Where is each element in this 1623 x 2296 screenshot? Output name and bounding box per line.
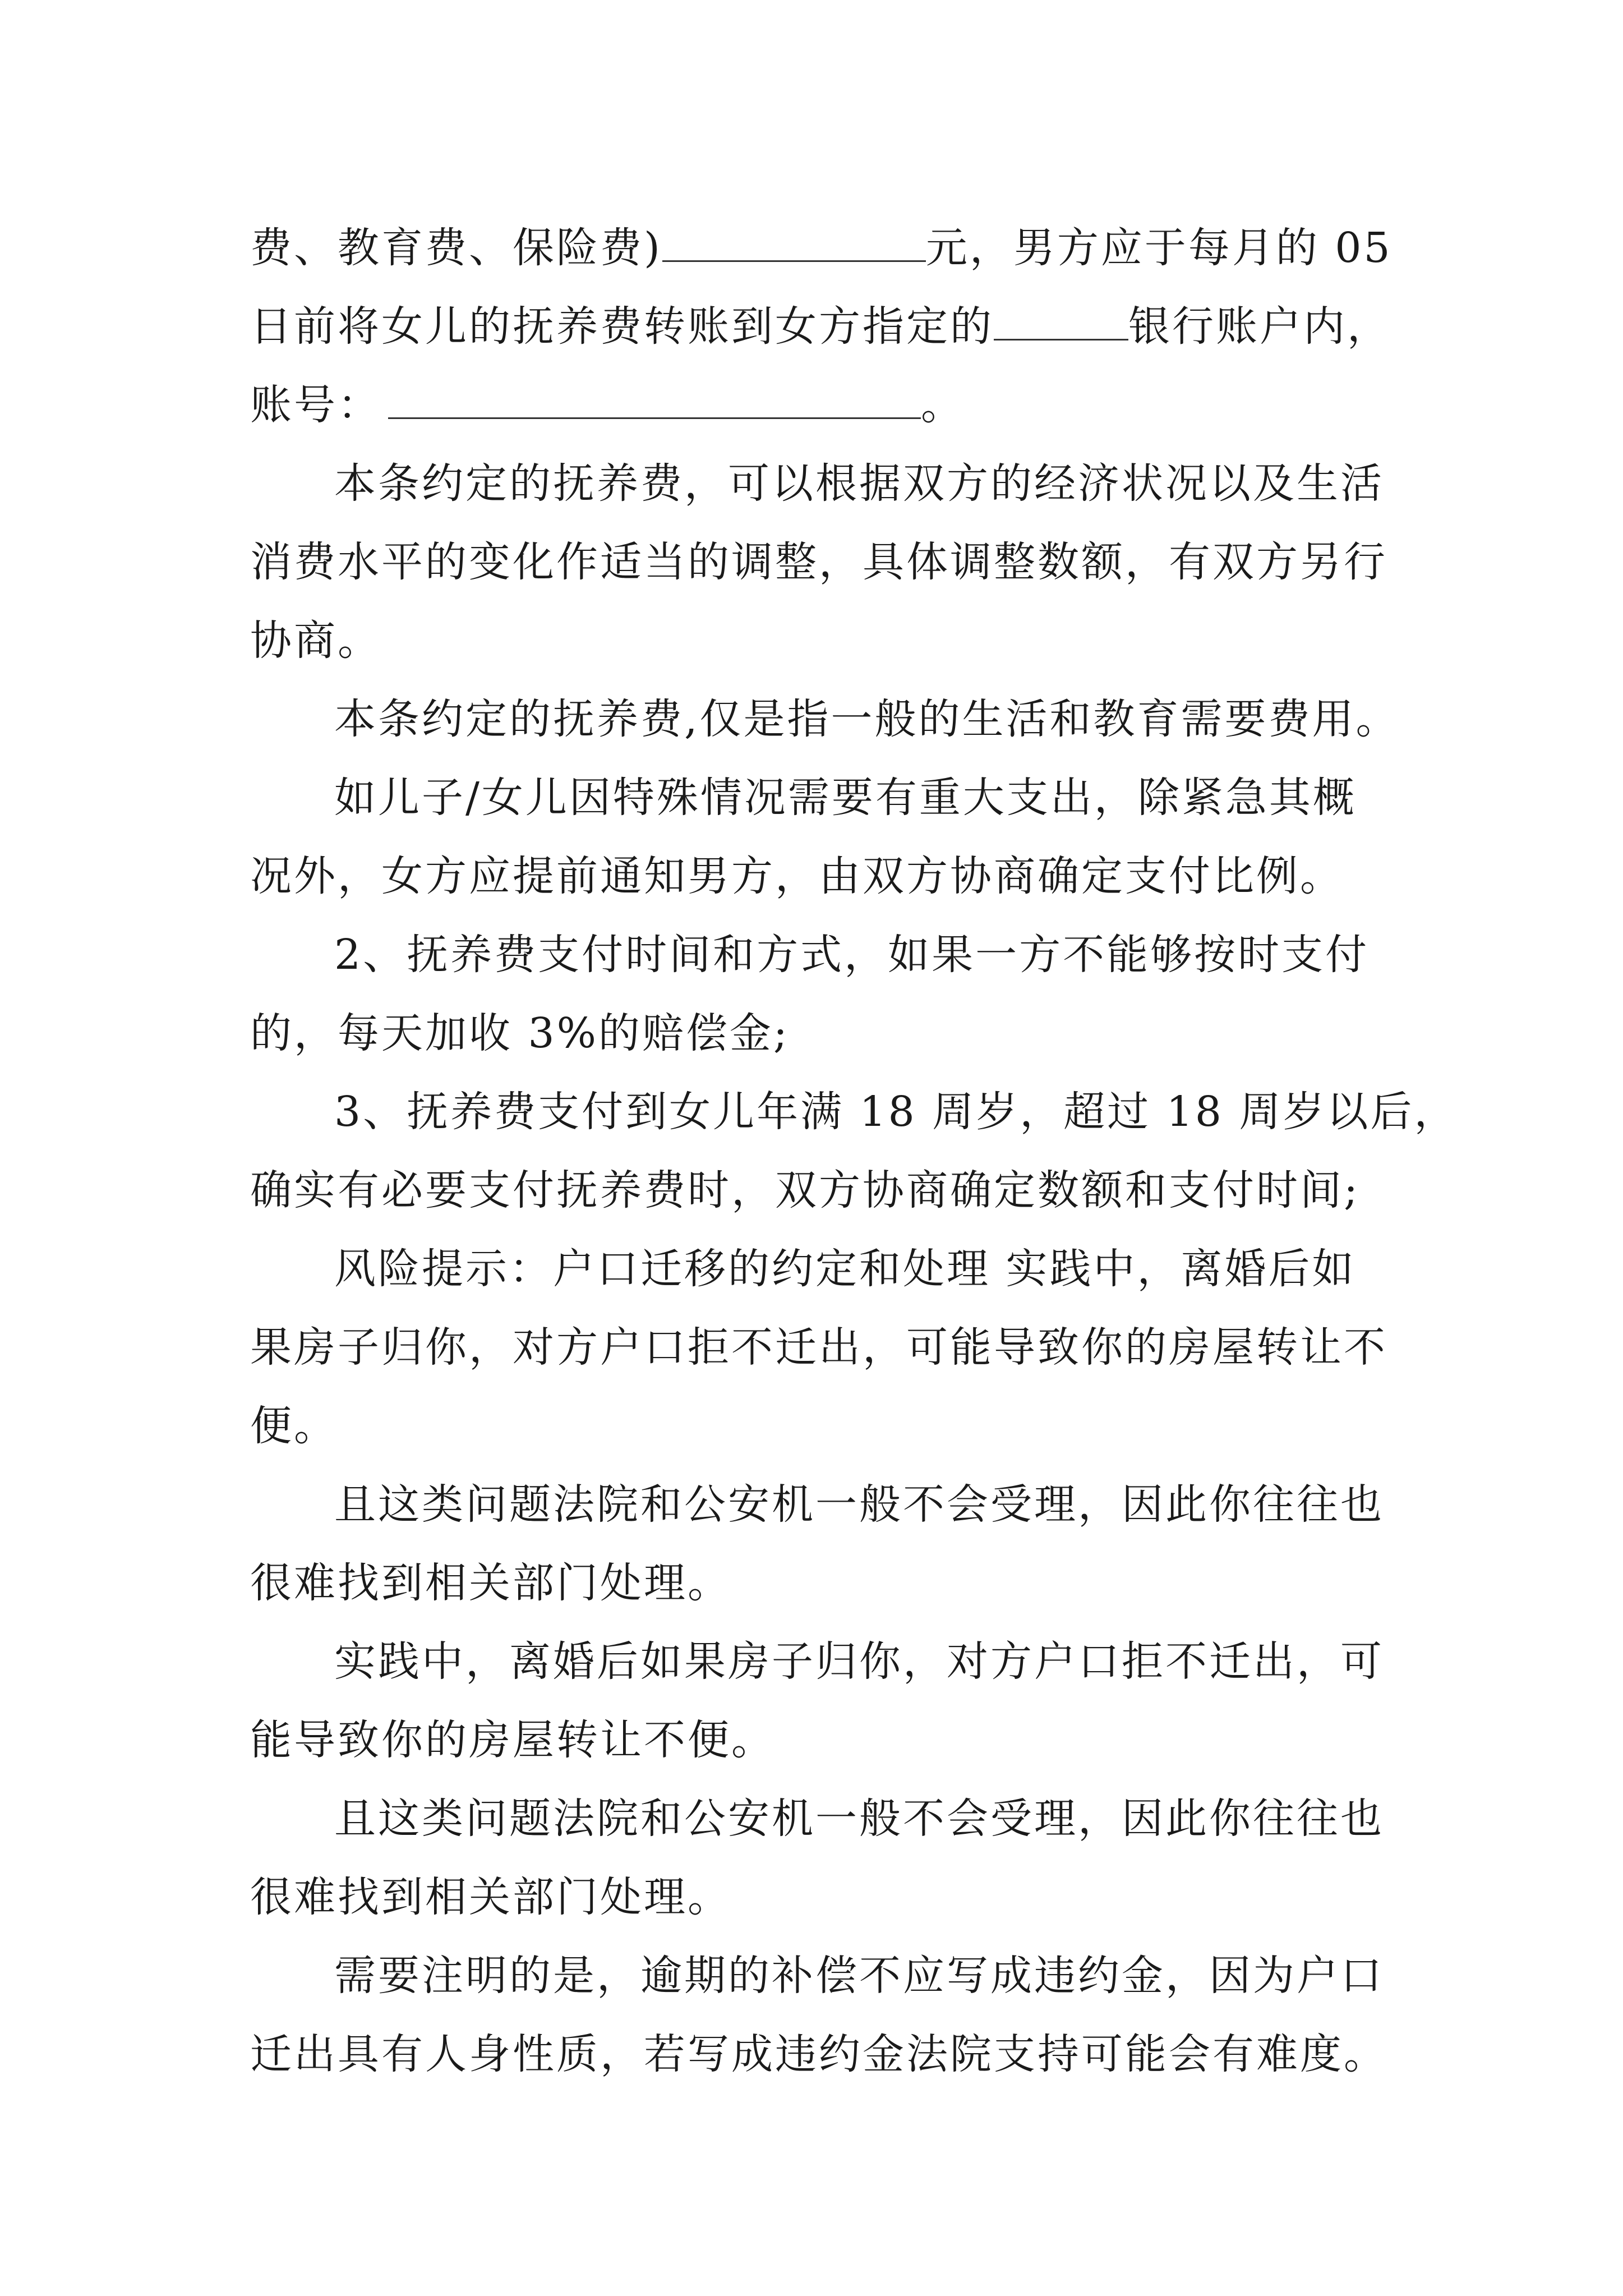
text-line xyxy=(250,366,1389,444)
text-line: 的，每天加收 3%的赔偿金; xyxy=(250,1009,790,1057)
paragraph-note xyxy=(250,1936,1389,2093)
text-line: 况外，女方应提前通知男方，由双方协商确定支付比例。 xyxy=(250,852,1344,900)
paragraph-adjustment xyxy=(250,444,1389,680)
text-line: 且这类问题法院和公安机一般不会受理，因此你往往也 xyxy=(334,1795,1384,1843)
paragraph-major-expenses xyxy=(250,758,1389,915)
text-line: 需要注明的是，逾期的补偿不应写成违约金，因为户口 xyxy=(334,1952,1384,2000)
document-body xyxy=(250,209,1458,2093)
text-fragment: 元，男方应于每月的 05 xyxy=(925,224,1393,272)
text-line: 消费水平的变化作适当的调整，具体调整数额，有双方另行 xyxy=(250,538,1387,586)
text-fragment: 账号： xyxy=(250,381,381,429)
text-fragment: 费、教育费、保险费) xyxy=(250,224,662,272)
text-line: 协商。 xyxy=(250,616,381,665)
text-line: 便。 xyxy=(250,1402,338,1450)
text-fragment: 。 xyxy=(921,381,965,429)
text-line: 2、抚养费支付时间和方式，如果一方不能够按时支付 xyxy=(334,931,1370,979)
account-number-blank xyxy=(388,378,921,419)
text-line: 能导致你的房屋转让不便。 xyxy=(250,1716,775,1764)
text-fragment: 银行账户内， xyxy=(1128,302,1391,351)
text-line: 风险提示：户口迁移的约定和处理 实践中，离婚后如 xyxy=(334,1245,1356,1293)
text-line: 本条约定的抚养费,仅是指一般的生活和教育需要费用。 xyxy=(334,695,1400,743)
text-line xyxy=(250,209,1393,287)
text-line: 很难找到相关部门处理。 xyxy=(250,1873,731,1921)
text-fragment: 日前将女儿的抚养费转账到女方指定的 xyxy=(250,302,994,351)
text-line: 确实有必要支付抚养费时，双方协商确定数额和支付时间; xyxy=(250,1166,1360,1214)
text-line: 本条约定的抚养费，可以根据双方的经济状况以及生活 xyxy=(334,459,1384,508)
paragraph-clause-2 xyxy=(250,915,1389,1073)
text-line: 3、抚养费支付到女儿年满 18 周岁，超过 18 周岁以后， xyxy=(334,1088,1458,1136)
text-line: 很难找到相关部门处理。 xyxy=(250,1559,731,1607)
paragraph-payment-details xyxy=(250,209,1393,444)
paragraph-practice xyxy=(250,1622,1389,1779)
amount-blank xyxy=(662,221,926,262)
text-line: 且这类问题法院和公安机一般不会受理，因此你往往也 xyxy=(334,1480,1384,1529)
text-line: 果房子归你，对方户口拒不迁出，可能导致你的房屋转让不 xyxy=(250,1323,1387,1372)
bank-name-blank xyxy=(994,300,1128,341)
paragraph-authorities-2 xyxy=(250,1779,1389,1936)
paragraph-risk-notice xyxy=(250,1230,1389,1465)
text-line: 迁出具有人身性质，若写成违约金法院支持可能会有难度。 xyxy=(250,2030,1387,2078)
text-line: 实践中，离婚后如果房子归你，对方户口拒不迁出，可 xyxy=(334,1637,1384,1686)
text-line: 如儿子/女儿因特殊情况需要有重大支出，除紧急其概 xyxy=(334,774,1357,822)
paragraph-authorities-1 xyxy=(250,1465,1389,1622)
text-line xyxy=(250,287,1389,366)
paragraph-scope xyxy=(250,680,1400,758)
paragraph-clause-3 xyxy=(250,1073,1458,1230)
